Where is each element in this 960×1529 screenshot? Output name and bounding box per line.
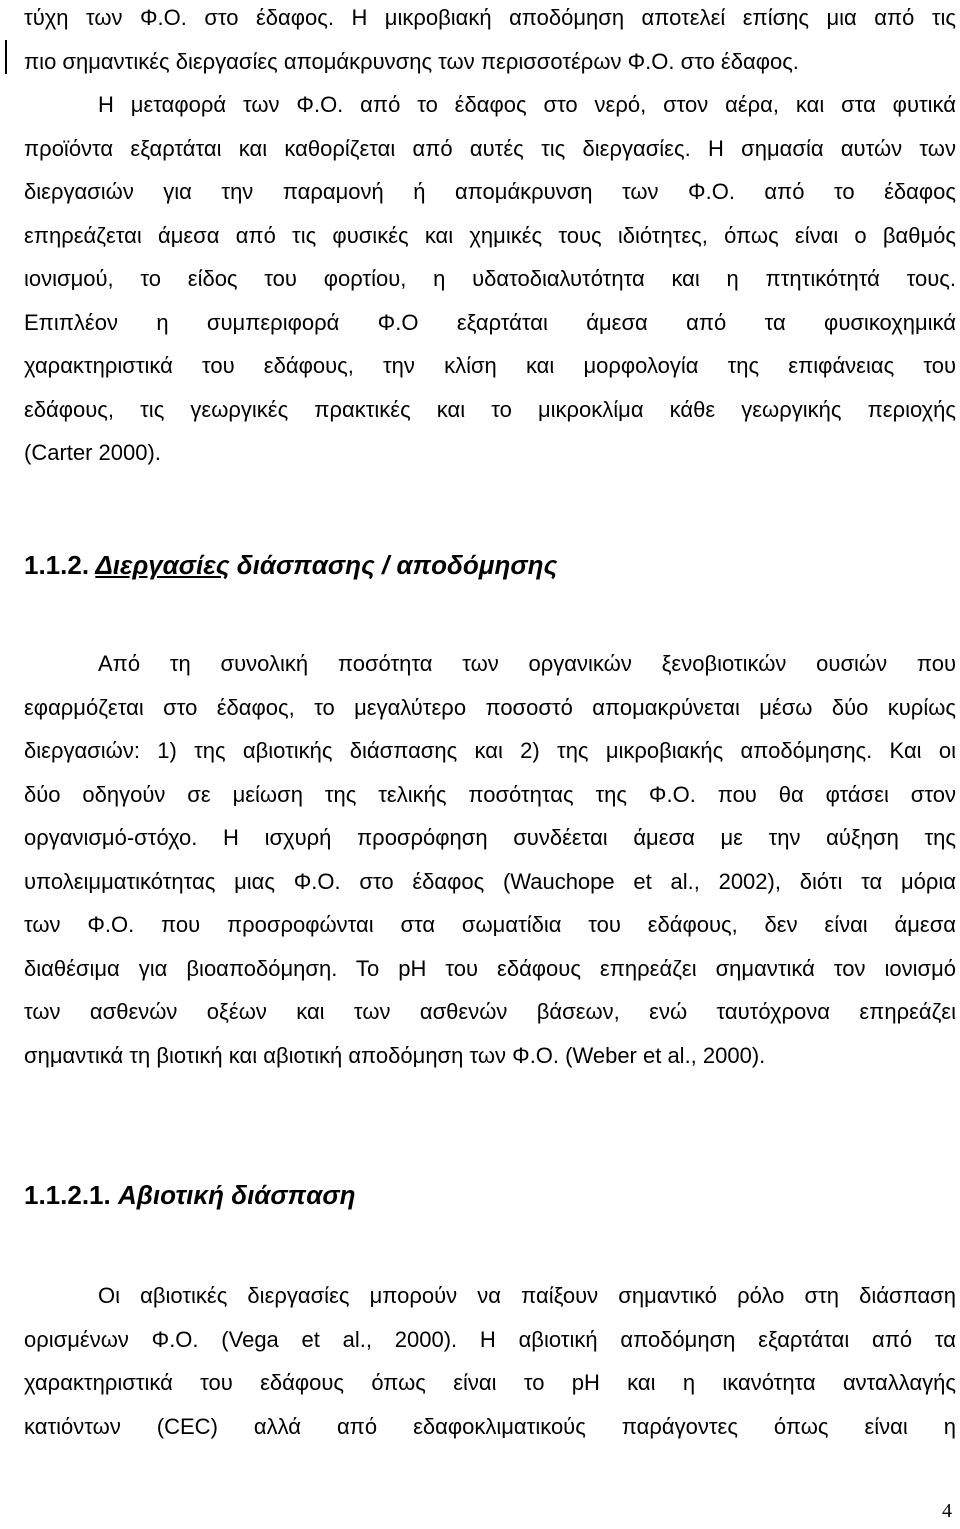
paragraph-line: προϊόντα εξαρτάται και καθορίζεται από αυτές τις διεργασίες. Η σημασία αυτών των — [24, 135, 956, 161]
paragraph-line: ιονισμού, το είδος του φορτίου, η υδατοδιαλυτότητα και η πτητικότητά τους. — [24, 266, 956, 291]
paragraph-line: κατιόντων (CEC) αλλά από εδαφοκλιματικούς παράγοντες όπως είναι η — [24, 1413, 956, 1439]
paragraph-line: υπολειμματικότητας μιας Φ.Ο. στο έδαφος (Wauchope et al., 2002), διότι τα μόρια — [24, 868, 956, 894]
paragraph-line: Από τη συνολική ποσότητα των οργανικών ξενοβιοτικών ουσιών που — [98, 651, 956, 676]
revision-margin-bar — [5, 40, 7, 74]
paragraph-line: χαρακτηριστικά του εδάφους όπως είναι το pH και η ικανότητα ανταλλαγής — [24, 1370, 956, 1395]
heading-number: 1.1.2.1. — [24, 1180, 111, 1210]
section-heading-1-1-2-1 — [24, 1180, 355, 1211]
paragraph-line: χαρακτηριστικά του εδάφους, την κλίση και μορφολογία της επιφάνειας του — [24, 353, 956, 378]
paragraph-3 — [24, 1274, 956, 1448]
heading-title: Αβιοτική διάσπαση — [117, 1180, 356, 1210]
paragraph-1 — [24, 0, 956, 475]
paragraph-line: διεργασιών για την παραμονή ή απομάκρυνση των Φ.Ο. από το έδαφος — [24, 179, 956, 204]
paragraph-line: Επιπλέον η συμπεριφορά Φ.Ο εξαρτάται άμεσα από τα φυσικοχημικά — [24, 309, 956, 335]
paragraph-line: επηρεάζεται άμεσα από τις φυσικές και χημικές τους ιδιότητες, όπως είναι ο βαθμός — [24, 222, 956, 248]
paragraph-2 — [24, 642, 956, 1077]
paragraph-line: των ασθενών οξέων και των ασθενών βάσεων, ενώ ταυτόχρονα επηρεάζει — [24, 999, 956, 1024]
paragraph-line: εφαρμόζεται στο έδαφος, το μεγαλύτερο ποσοστό απομακρύνεται μέσω δύο κυρίως — [24, 694, 956, 720]
section-heading-1-1-2 — [24, 550, 557, 581]
paragraph-line: (Carter 2000). — [24, 440, 161, 465]
paragraph-line: διαθέσιμα για βιοαποδόμηση. Το pH του εδάφους επηρεάζει σημαντικά τον ιονισμό — [24, 955, 956, 981]
heading-number: 1.1.2. — [24, 550, 90, 580]
page-number: 4 — [942, 1500, 952, 1522]
paragraph-line: διεργασιών: 1) της αβιοτικής διάσπασης και 2) της μικροβιακής αποδόμησης. Και οι — [24, 738, 956, 763]
paragraph-line: τύχη των Φ.Ο. στο έδαφος. Η μικροβιακή αποδόμηση αποτελεί επίσης μια από τις — [24, 5, 956, 30]
paragraph-line: οργανισμό-στόχο. Η ισχυρή προσρόφηση συνδέεται άμεσα με την αύξηση της — [24, 825, 956, 850]
paragraph-line: εδάφους, τις γεωργικές πρακτικές και το μικροκλίμα κάθε γεωργικής περιοχής — [24, 396, 956, 422]
paragraph-line: των Φ.Ο. που προσροφώνται στα σωματίδια του εδάφους, δεν είναι άμεσα — [24, 912, 956, 937]
paragraph-line: Η μεταφορά των Φ.Ο. από το έδαφος στο νερό, στον αέρα, και στα φυτικά — [98, 92, 956, 117]
paragraph-line: σημαντικά τη βιοτική και αβιοτική αποδόμηση των Φ.Ο. (Weber et al., 2000). — [24, 1042, 766, 1068]
heading-first-word: Διεργασίες — [95, 550, 230, 580]
paragraph-line: δύο οδηγούν σε μείωση της τελικής ποσότητας της Φ.Ο. που θα φτάσει στον — [24, 781, 956, 807]
paragraph-line: πιο σημαντικές διεργασίες απομάκρυνσης των περισσοτέρων Φ.Ο. στο έδαφος. — [24, 48, 799, 74]
paragraph-line: ορισμένων Φ.Ο. (Vega et al., 2000). Η αβιοτική αποδόμηση εξαρτάται από τα — [24, 1326, 956, 1352]
paragraph-line: Οι αβιοτικές διεργασίες μπορούν να παίξουν σημαντικό ρόλο στη διάσπαση — [98, 1283, 956, 1308]
heading-rest: διάσπασης / αποδόμησης — [229, 550, 558, 580]
